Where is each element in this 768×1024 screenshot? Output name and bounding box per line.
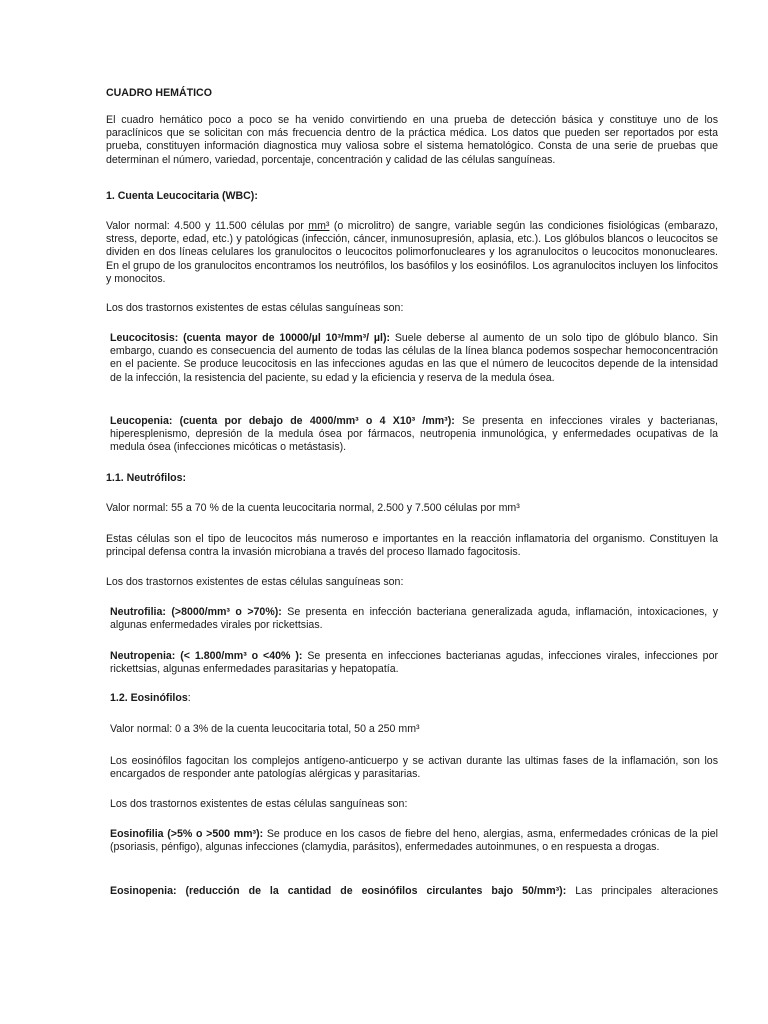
neutropenia-text: Se presenta en infecciones bacterianas agudas, infecciones virales, infecciones por rickettsias, algunas enfermedades parasitarias y hepatopatía. <box>110 650 718 676</box>
leucocitosis-label: Leucocitosis: (cuenta mayor de 10000/µl 10³/mm³/ µl): <box>110 332 391 344</box>
eosinofilos-description: Los eosinófilos fagocitan los complejos antígeno-anticuerpo y se activan durante las ultimas fases de la inflamación, son los encargados de responder ante patologías alérgicas y parasitarias. <box>110 755 718 781</box>
neutrofilos-normal: Valor normal: 55 a 70 % de la cuenta leucocitaria normal, 2.500 y 7.500 células por mm³ <box>106 502 520 514</box>
section-heading-eosinofilos <box>110 692 718 705</box>
eosinofilos-heading-colon: : <box>187 692 191 704</box>
neutrofilos-disorders-intro: Los dos trastornos existentes de estas células sanguíneas son: <box>106 576 404 588</box>
section-heading-wbc: 1. Cuenta Leucocitaria (WBC): <box>106 190 258 202</box>
leucocitosis-paragraph <box>110 332 718 385</box>
eosinopenia-paragraph <box>110 885 718 898</box>
eosinopenia-text: Las principales alteraciones <box>566 885 718 897</box>
eosinofilia-paragraph <box>110 828 718 854</box>
document-title: CUADRO HEMÁTICO <box>106 87 212 99</box>
eosinofilia-text: Se produce en los casos de fiebre del heno, alergias, asma, enfermedades crónicas de la piel (psoriasis, pénfigo), algunas infecciones (clamydia, parásitos), enfermedades autoinmunes, o en respuesta a drogas. <box>110 828 718 854</box>
neutrofilos-description: Estas células son el tipo de leucocitos más numeroso e importantes en la reacción inflamatoria del organismo. Constituyen la principal defensa contra la invasión microbiana a través del proceso llamado fagocitosis. <box>106 533 718 559</box>
neutropenia-paragraph <box>110 650 718 676</box>
leucopenia-paragraph <box>110 415 718 455</box>
wbc-disorders-intro: Los dos trastornos existentes de estas células sanguíneas son: <box>106 302 404 314</box>
eosinofilos-heading-text: 1.2. Eosinófilos <box>110 692 188 704</box>
eosinofilos-normal: Valor normal: 0 a 3% de la cuenta leucocitaria total, 50 a 250 mm³ <box>110 723 420 735</box>
eosinopenia-label: Eosinopenia: (reducción de la cantidad de eosinófilos circulantes bajo 50/mm³): <box>110 885 567 897</box>
intro-paragraph: El cuadro hemático poco a poco se ha venido convirtiendo en una prueba de detección básica y constituye uno de los paraclínicos que se solicitan con más frecuencia dentro de la práctica médica. Los datos que pueden ser reportados por esta prueba, constituyen información diagnostica muy valiosa sobre el sistema hematológico. Consta de una serie de pruebas que determinan el número, variedad, porcentaje, concentración y calidad de las células sanguíneas. <box>106 114 718 166</box>
leucocitosis-text: Suele deberse al aumento de un solo tipo de glóbulo blanco. Sin embargo, cuando es consecuencia del aumento de todas las células de la línea blanca podemos sospechar hemoconcentración en el paciente. Se produce leucocitosis en las infecciones agudas en las que el número de leucocitos depende de la intensidad de la infección, la resistencia del paciente, su edad y la eficiencia y reserva de la medula ósea. <box>110 332 718 384</box>
eosinofilos-disorders-intro: Los dos trastornos existentes de estas células sanguíneas son: <box>110 798 408 810</box>
section-heading-neutrofilos: 1.1. Neutrófilos: <box>106 472 187 484</box>
wbc-normal-paragraph <box>106 220 718 286</box>
leucopenia-label: Leucopenia: (cuenta por debajo de 4000/mm³ o 4 X10³ /mm³): <box>110 415 455 427</box>
wbc-normal-post: (o microlitro) de sangre, variable según las condiciones fisiológicas (embarazo, stress, deporte, edad, etc.) y patológicas (infección, cáncer, inmunosupresión, aplasia, etc.). Los glóbulos blancos o leucocitos se dividen en dos líneas celulares los granulocitos o leucocitos polimorfonucleares y los agranulocitos o leucocitos mononucleares. En el grupo de los granulocitos encontramos los neutrófilos, los basófilos y los eosinófilos. Los agranulocitos incluyen los linfocitos y monocitos. <box>106 220 718 285</box>
leucopenia-text: Se presenta en infecciones virales y bacterianas, hiperesplenismo, depresión de la medula ósea por fármacos, neutropenia inmunológica, y enfermedades ocupativas de la medula ósea (infecciones micóticas o metástasis). <box>110 415 718 454</box>
eosinofilia-label: Eosinofilia (>5% o >500 mm³): <box>110 828 264 840</box>
wbc-normal-pre: Valor normal: 4.500 y 11.500 células por <box>106 220 309 232</box>
wbc-unit-link: mm³ <box>308 220 330 232</box>
neutrofilia-label: Neutrofilia: (>8000/mm³ o >70%): <box>110 606 282 618</box>
neutropenia-label: Neutropenia: (< 1.800/mm³ o <40% ): <box>110 650 303 662</box>
neutrofilia-paragraph <box>110 606 718 632</box>
neutrofilia-text: Se presenta en infección bacteriana generalizada aguda, inflamación, intoxicaciones, y algunas enfermedades virales por rickettsias. <box>110 606 719 632</box>
